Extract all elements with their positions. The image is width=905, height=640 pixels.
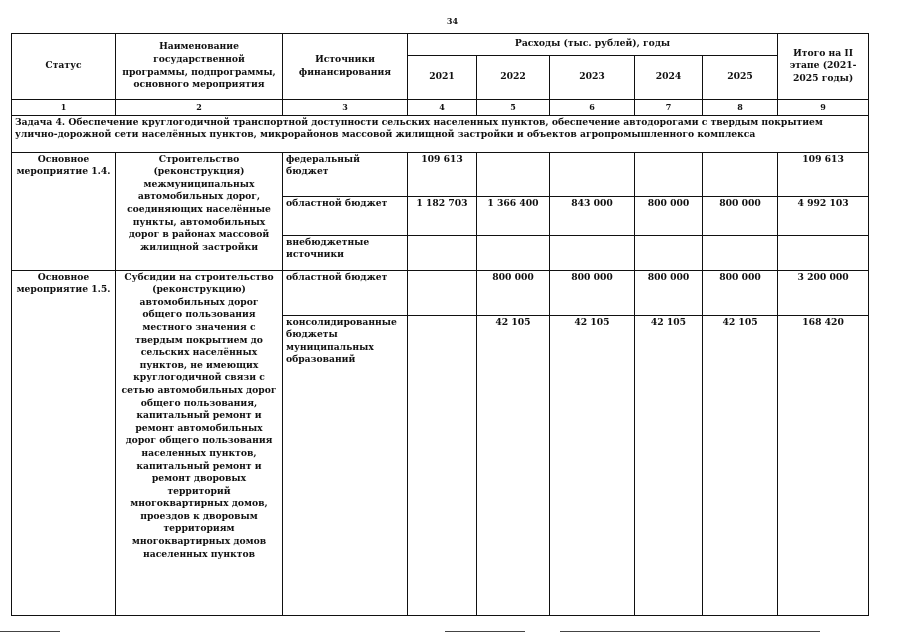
value-cell: 800 000	[550, 270, 635, 315]
value-cell	[477, 152, 550, 196]
column-number: 7	[635, 100, 703, 116]
value-cell	[550, 152, 635, 196]
value-cell: 109 613	[408, 152, 477, 196]
header-year: 2024	[635, 56, 703, 100]
column-number: 3	[283, 100, 408, 116]
value-cell	[408, 315, 477, 615]
column-number: 2	[116, 100, 283, 116]
task-row	[12, 115, 869, 152]
value-cell: 42 105	[477, 315, 550, 615]
header-sources: Источники финансирования	[283, 34, 408, 100]
value-cell: 800 000	[635, 270, 703, 315]
task-description: Задача 4. Обеспечение круглогодичной транспортной доступности сельских населенных пунктов, обеспечение автодорогами с твердым покрытием улично-дорожной сети населённых пунктов, микрорайонов массовой жилищной застройки и объектов агропромышленного комплекса	[12, 115, 869, 152]
header-year: 2021	[408, 56, 477, 100]
scan-edge-line	[0, 631, 60, 632]
total-cell	[778, 235, 869, 270]
header-expenses: Расходы (тыс. рублей), годы	[408, 34, 778, 56]
column-number: 5	[477, 100, 550, 116]
value-cell	[703, 235, 778, 270]
total-cell: 4 992 103	[778, 196, 869, 235]
budget-table	[11, 33, 869, 616]
column-number: 6	[550, 100, 635, 116]
total-cell: 3 200 000	[778, 270, 869, 315]
value-cell: 42 105	[703, 315, 778, 615]
header-year: 2022	[477, 56, 550, 100]
funding-source: консолидированные бюджеты муниципальных образований	[283, 315, 408, 615]
value-cell	[408, 235, 477, 270]
value-cell: 42 105	[550, 315, 635, 615]
column-number: 1	[12, 100, 116, 116]
funding-source: областной бюджет	[283, 270, 408, 315]
column-number-row	[12, 100, 869, 116]
header-name: Наименование государственной программы, подпрограммы, основного мероприятия	[116, 34, 283, 100]
scan-edge-line	[560, 631, 820, 632]
value-cell	[550, 235, 635, 270]
column-number: 9	[778, 100, 869, 116]
table-row	[12, 152, 869, 196]
value-cell	[635, 152, 703, 196]
scan-edge-line	[445, 631, 525, 632]
funding-source: областной бюджет	[283, 196, 408, 235]
value-cell: 1 366 400	[477, 196, 550, 235]
measure-status: Основное мероприятие 1.5.	[12, 270, 116, 615]
value-cell: 42 105	[635, 315, 703, 615]
value-cell: 800 000	[703, 270, 778, 315]
column-number: 4	[408, 100, 477, 116]
header-year: 2025	[703, 56, 778, 100]
header-year: 2023	[550, 56, 635, 100]
value-cell	[477, 235, 550, 270]
value-cell	[703, 152, 778, 196]
funding-source: федеральный бюджет	[283, 152, 408, 196]
value-cell	[635, 235, 703, 270]
total-cell: 168 420	[778, 315, 869, 615]
page-number: 34	[446, 16, 459, 26]
value-cell: 800 000	[477, 270, 550, 315]
value-cell: 843 000	[550, 196, 635, 235]
total-cell: 109 613	[778, 152, 869, 196]
column-number: 8	[703, 100, 778, 116]
value-cell: 800 000	[635, 196, 703, 235]
value-cell	[408, 270, 477, 315]
header-status: Статус	[12, 34, 116, 100]
measure-status: Основное мероприятие 1.4.	[12, 152, 116, 270]
header-row	[12, 34, 869, 56]
table-row	[12, 270, 869, 315]
value-cell: 1 182 703	[408, 196, 477, 235]
measure-name: Строительство (реконструкция) межмуниципальных автомобильных дорог, соединяющих населённые пункты, автомобильных дорог в районах массовой жилищной застройки	[116, 152, 283, 270]
measure-name: Субсидии на строительство (реконструкцию) автомобильных дорог общего пользования местного значения с твердым покрытием до сельских населённых пунктов, не имеющих круглогодичной связи с сетью автомобильных дорог общего пользования, капитальный ремонт и ремонт автомобильных дорог общего пользования населенных пунктов, капитальный ремонт и ремонт дворовых территорий многоквартирных домов, проездов к дворовым территориям многоквартирных домов населенных пунктов	[116, 270, 283, 615]
value-cell: 800 000	[703, 196, 778, 235]
funding-source: внебюджетные источники	[283, 235, 408, 270]
header-total: Итого на II этапе (2021-2025 годы)	[778, 34, 869, 100]
